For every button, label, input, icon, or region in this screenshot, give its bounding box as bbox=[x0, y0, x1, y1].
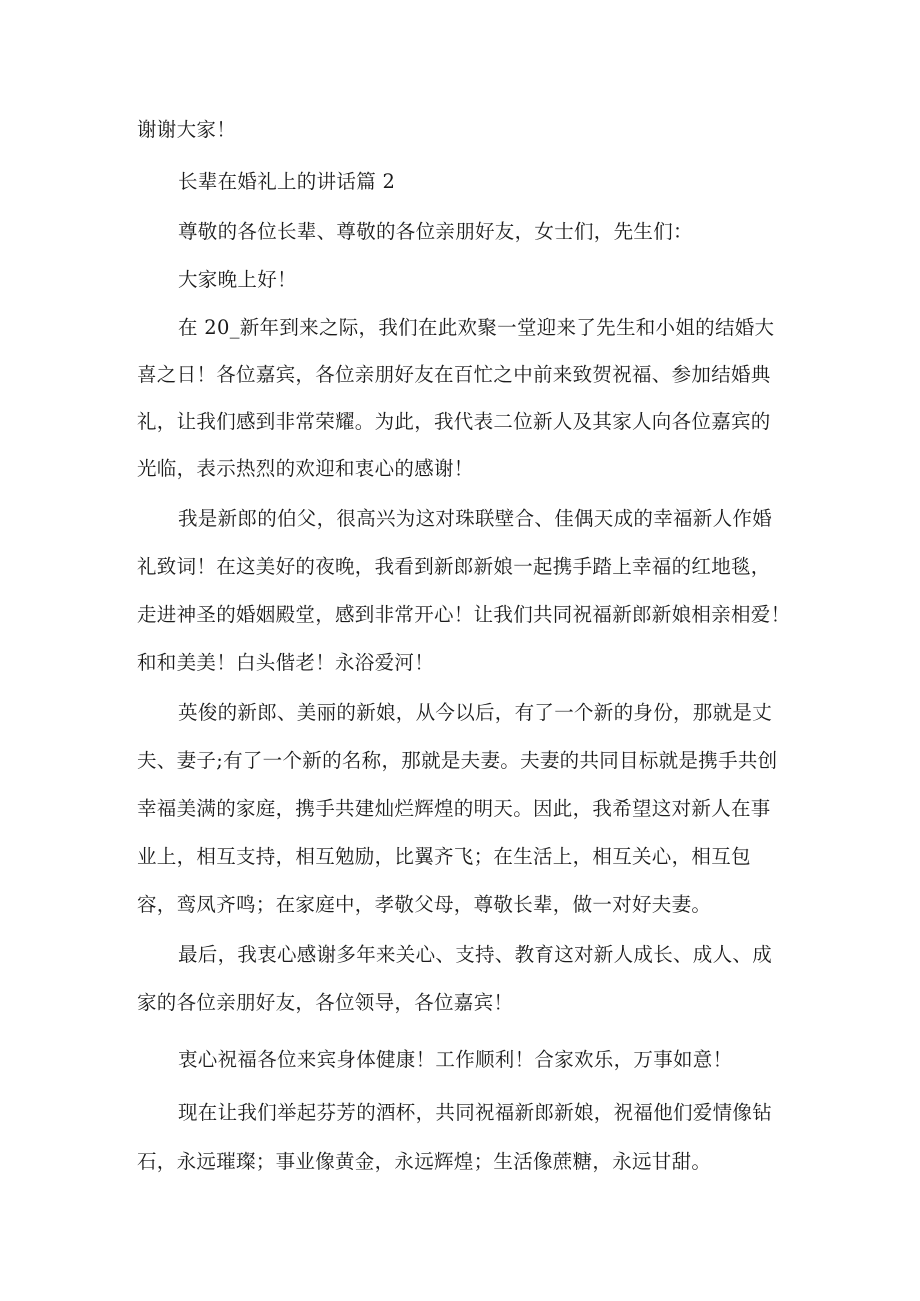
paragraph-3-line-1: 英俊的新郎、美丽的新娘，从今以后，有了一个新的身份，那就是丈 bbox=[178, 701, 773, 724]
paragraph-4-line-1: 最后，我衷心感谢多年来关心、支持、教育这对新人成长、成人、成 bbox=[178, 943, 773, 966]
paragraph-2-line-3: 走进神圣的婚姻殿堂，感到非常开心！让我们共同祝福新郎新娘相亲相爱！ bbox=[137, 603, 791, 626]
salutation: 尊敬的各位长辈、尊敬的各位亲朋好友，女士们，先生们： bbox=[178, 220, 693, 243]
paragraph-4-line-2: 家的各位亲朋好友，各位领导，各位嘉宾！ bbox=[137, 991, 514, 1014]
greeting: 大家晚上好！ bbox=[178, 268, 297, 291]
paragraph-2-line-4: 和和美美！白头偕老！永浴爱河！ bbox=[137, 651, 435, 674]
paragraph-3-line-3: 幸福美满的家庭，携手共建灿烂辉煌的明天。因此，我希望这对新人在事 bbox=[137, 797, 771, 820]
paragraph-2-line-2: 礼致词！在这美好的夜晚，我看到新郎新娘一起携手踏上幸福的红地毯， bbox=[137, 555, 771, 578]
paragraph-5-line-1: 衷心祝福各位来宾身体健康！工作顺利！合家欢乐，万事如意！ bbox=[178, 1048, 733, 1071]
paragraph-1-line-1: 在 20_新年到来之际，我们在此欢聚一堂迎来了先生和小姐的结婚大 bbox=[178, 316, 775, 339]
paragraph-1-line-2: 喜之日！各位嘉宾，各位亲朋好友在百忙之中前来致贺祝福、参加结婚典 bbox=[137, 363, 771, 386]
paragraph-6-line-1: 现在让我们举起芬芳的酒杯，共同祝福新郎新娘，祝福他们爱情像钻 bbox=[178, 1101, 773, 1124]
closing-thanks: 谢谢大家！ bbox=[137, 118, 237, 141]
section-heading: 长辈在婚礼上的讲话篇 2 bbox=[178, 170, 396, 193]
paragraph-3-line-4: 业上，相互支持，相互勉励，比翼齐飞；在生活上，相互关心，相互包 bbox=[137, 845, 751, 868]
paragraph-2-line-1: 我是新郎的伯父，很高兴为这对珠联壁合、佳偶天成的幸福新人作婚 bbox=[178, 507, 773, 530]
paragraph-1-line-4: 光临，表示热烈的欢迎和衷心的感谢！ bbox=[137, 457, 474, 480]
paragraph-3-line-2: 夫、妻子;有了一个新的名称，那就是夫妻。夫妻的共同目标就是携手共创 bbox=[137, 749, 778, 772]
paragraph-3-line-5: 容，鸾凤齐鸣；在家庭中，孝敬父母，尊敬长辈，做一对好夫妻。 bbox=[137, 893, 712, 916]
paragraph-6-line-2: 石，永远璀璨；事业像黄金，永远辉煌；生活像蔗糖，永远甘甜。 bbox=[137, 1150, 712, 1173]
paragraph-1-line-3: 礼，让我们感到非常荣耀。为此，我代表二位新人及其家人向各位嘉宾的 bbox=[137, 410, 771, 433]
